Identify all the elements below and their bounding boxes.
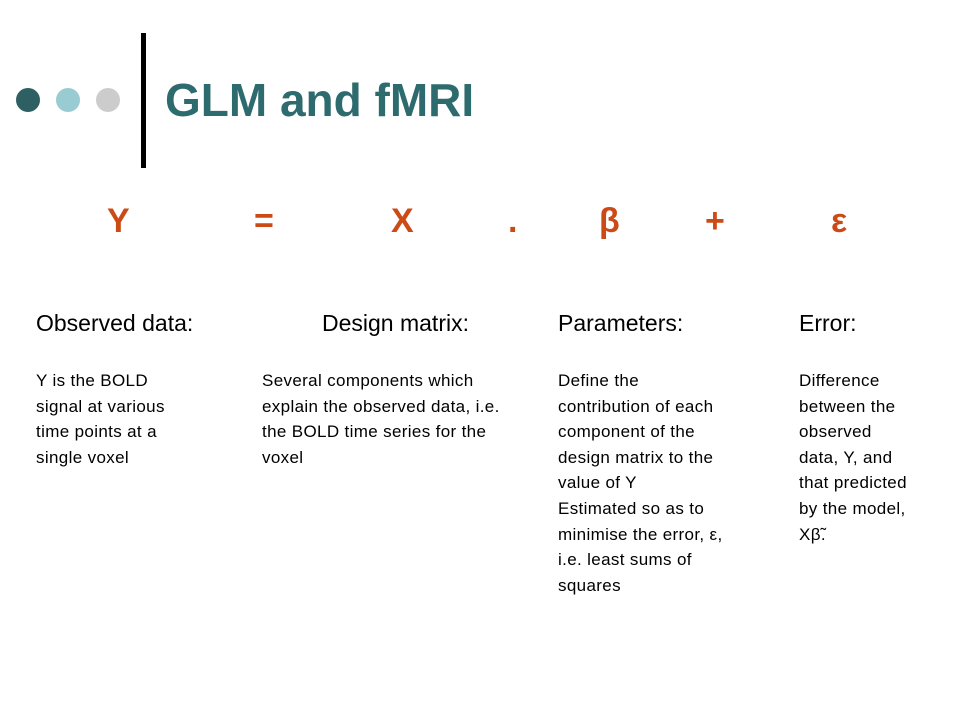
equation-plus: + — [705, 202, 725, 240]
decorative-dot-dark — [16, 88, 40, 112]
equation-epsilon: ε — [831, 202, 848, 240]
design-matrix-text: Several components which explain the observed data, i.e. the BOLD time series for the voxel — [262, 371, 500, 467]
parameters-text: Define the contribution of each component of the design matrix to the value of Y Estimated so as to minimise the error, ε, i.e. least sums of squares — [558, 371, 723, 595]
slide-title: GLM and fMRI — [165, 74, 475, 126]
observed-data-text: Y is the BOLD signal at various time points at a single voxel — [36, 371, 165, 467]
error-text: Difference between the observed data, Y, and that predicted by the model, Xβ̃. — [799, 371, 907, 544]
decorative-dot-light — [56, 88, 80, 112]
design-matrix-heading: Design matrix: — [322, 310, 469, 336]
error-heading: Error: — [799, 310, 857, 336]
equation-y: Y — [107, 202, 130, 240]
equation-dot: . — [508, 202, 518, 240]
observed-data-heading: Observed data: — [36, 310, 194, 336]
equation-beta: β — [599, 202, 620, 240]
equation-x: X — [391, 202, 414, 240]
title-divider — [141, 33, 146, 168]
equation-equals: = — [254, 202, 274, 240]
decorative-dot-grey — [96, 88, 120, 112]
parameters-heading: Parameters: — [558, 310, 684, 336]
